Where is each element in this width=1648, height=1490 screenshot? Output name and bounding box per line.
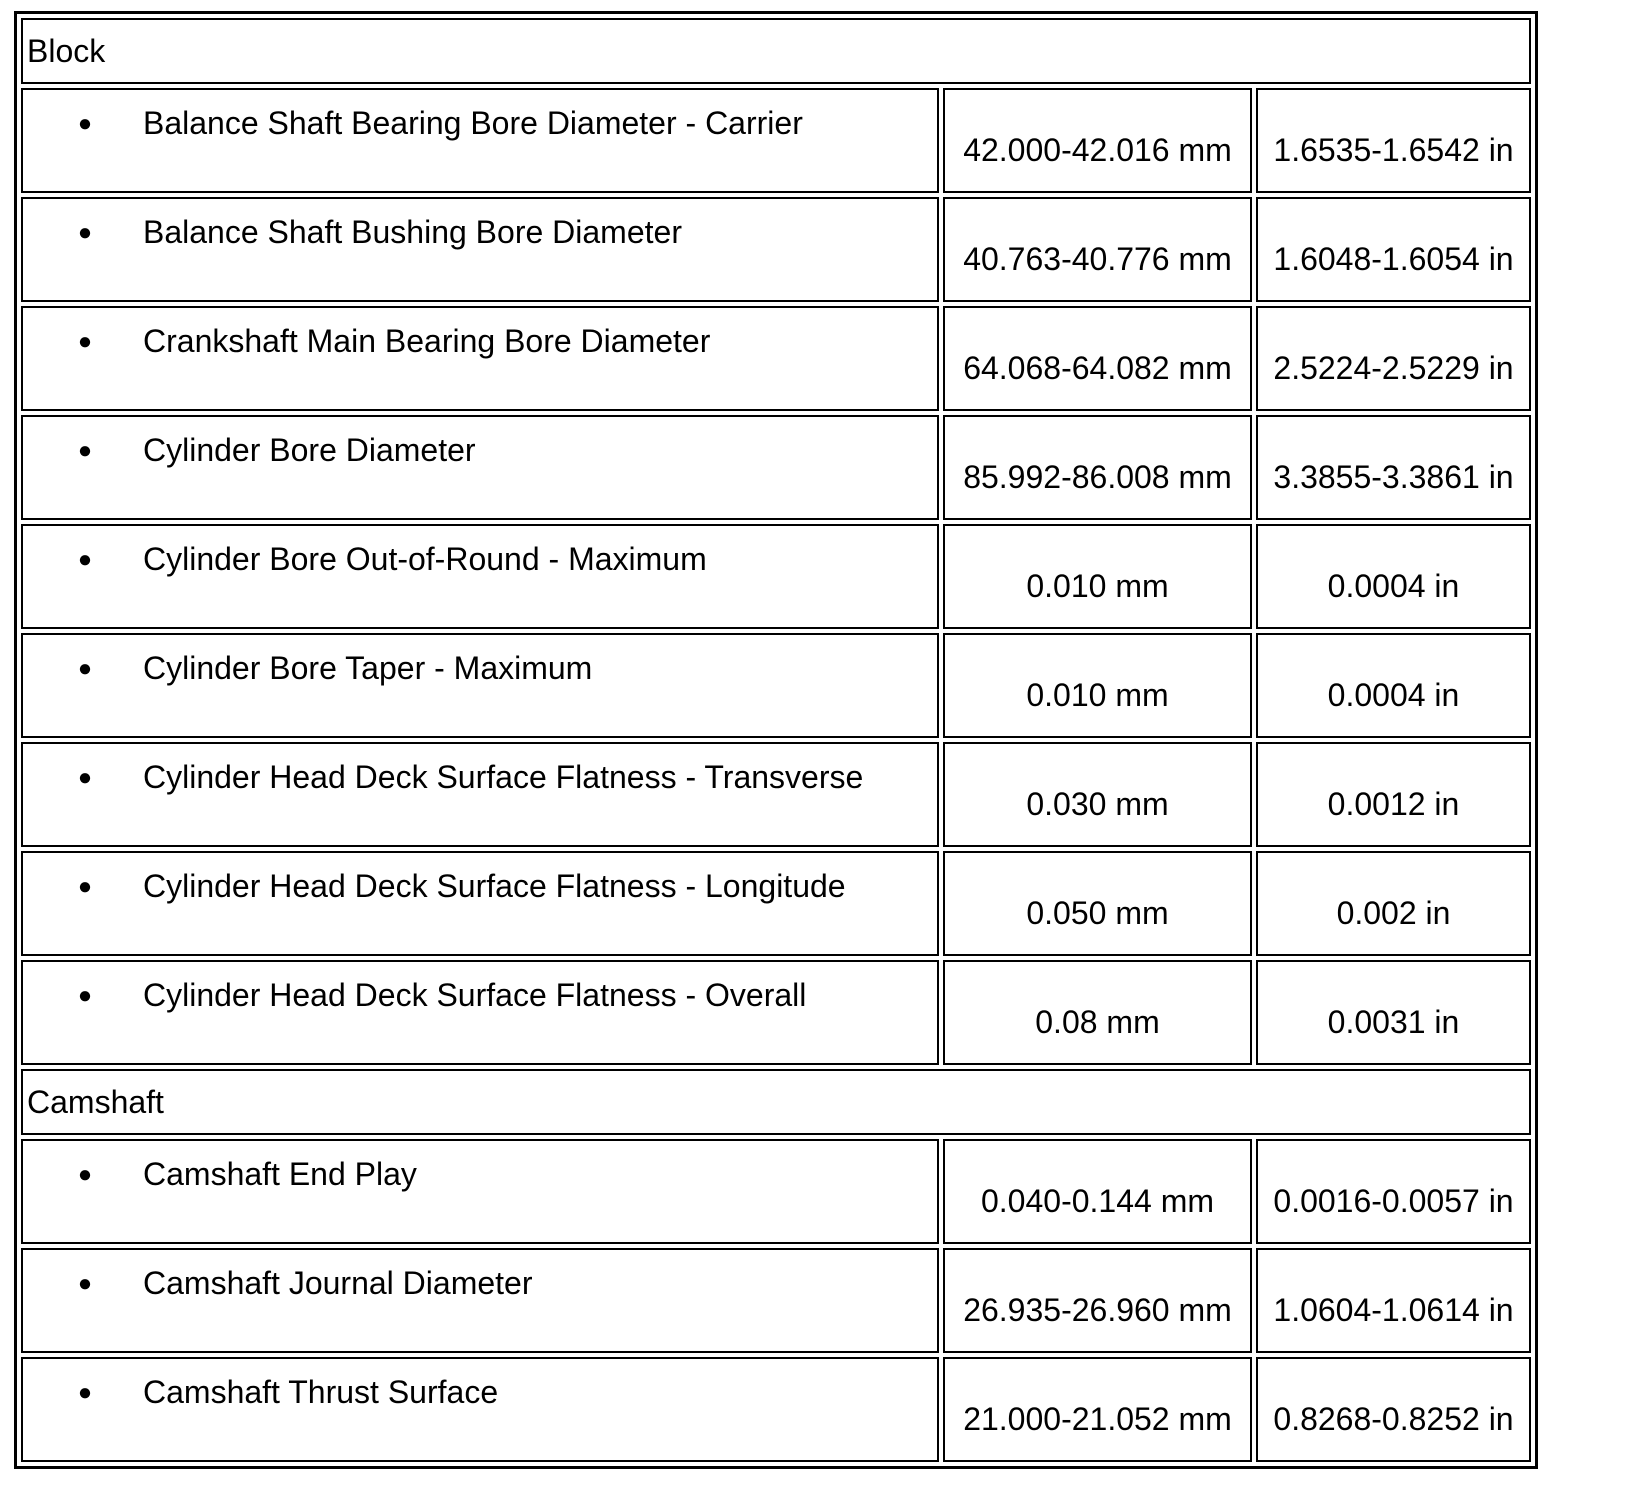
table-row <box>21 1248 1531 1353</box>
spec-name-cell <box>21 633 939 738</box>
table-row <box>21 1139 1531 1244</box>
imperial-value: 0.002 in <box>1256 851 1531 956</box>
spec-name: Cylinder Bore Taper - Maximum <box>143 650 593 686</box>
table-row <box>21 960 1531 1065</box>
spec-name-cell <box>21 415 939 520</box>
spec-name-cell <box>21 851 939 956</box>
table-row <box>21 1357 1531 1462</box>
table-row <box>21 306 1531 411</box>
imperial-value: 1.6048-1.6054 in <box>1256 197 1531 302</box>
metric-value: 64.068-64.082 mm <box>943 306 1252 411</box>
section-row-camshaft <box>21 1069 1531 1135</box>
table-row <box>21 197 1531 302</box>
bullet-icon: ● <box>77 764 93 791</box>
metric-value: 42.000-42.016 mm <box>943 88 1252 193</box>
imperial-value: 1.6535-1.6542 in <box>1256 88 1531 193</box>
spec-name-cell <box>21 306 939 411</box>
spec-name: Crankshaft Main Bearing Bore Diameter <box>143 323 711 359</box>
section-row-block <box>21 18 1531 84</box>
spec-name: Balance Shaft Bushing Bore Diameter <box>143 214 682 250</box>
spec-name-cell <box>21 524 939 629</box>
imperial-value: 0.0004 in <box>1256 524 1531 629</box>
spec-name-cell <box>21 960 939 1065</box>
bullet-icon: ● <box>77 546 93 573</box>
spec-name-cell <box>21 1248 939 1353</box>
imperial-value: 0.0016-0.0057 in <box>1256 1139 1531 1244</box>
spec-name-cell <box>21 1357 939 1462</box>
table-row <box>21 415 1531 520</box>
imperial-value: 0.0004 in <box>1256 633 1531 738</box>
spec-name: Cylinder Head Deck Surface Flatness - Longitude <box>143 868 846 904</box>
imperial-value: 1.0604-1.0614 in <box>1256 1248 1531 1353</box>
spec-name-cell <box>21 197 939 302</box>
bullet-icon: ● <box>77 873 93 900</box>
spec-name: Cylinder Bore Out-of-Round - Maximum <box>143 541 707 577</box>
section-title: Block <box>21 18 1531 84</box>
table-row <box>21 742 1531 847</box>
table-row <box>21 88 1531 193</box>
metric-value: 0.050 mm <box>943 851 1252 956</box>
table-row <box>21 524 1531 629</box>
spec-name: Camshaft Thrust Surface <box>143 1374 499 1410</box>
bullet-icon: ● <box>77 110 93 137</box>
spec-name-cell <box>21 88 939 193</box>
table-row <box>21 633 1531 738</box>
section-title: Camshaft <box>21 1069 1531 1135</box>
spec-name-cell <box>21 1139 939 1244</box>
metric-value: 0.030 mm <box>943 742 1252 847</box>
metric-value: 85.992-86.008 mm <box>943 415 1252 520</box>
imperial-value: 0.0031 in <box>1256 960 1531 1065</box>
imperial-value: 3.3855-3.3861 in <box>1256 415 1531 520</box>
spec-name: Camshaft End Play <box>143 1156 417 1192</box>
metric-value: 0.040-0.144 mm <box>943 1139 1252 1244</box>
bullet-icon: ● <box>77 437 93 464</box>
bullet-icon: ● <box>77 328 93 355</box>
metric-value: 26.935-26.960 mm <box>943 1248 1252 1353</box>
imperial-value: 0.8268-0.8252 in <box>1256 1357 1531 1462</box>
metric-value: 0.010 mm <box>943 633 1252 738</box>
imperial-value: 2.5224-2.5229 in <box>1256 306 1531 411</box>
spec-name: Balance Shaft Bearing Bore Diameter - Carrier <box>143 105 803 141</box>
bullet-icon: ● <box>77 1379 93 1406</box>
metric-value: 40.763-40.776 mm <box>943 197 1252 302</box>
table-row <box>21 851 1531 956</box>
spec-name: Cylinder Bore Diameter <box>143 432 476 468</box>
metric-value: 0.08 mm <box>943 960 1252 1065</box>
specification-table <box>14 11 1538 1469</box>
bullet-icon: ● <box>77 1270 93 1297</box>
bullet-icon: ● <box>77 982 93 1009</box>
imperial-value: 0.0012 in <box>1256 742 1531 847</box>
metric-value: 21.000-21.052 mm <box>943 1357 1252 1462</box>
specification-table-body <box>21 18 1531 1462</box>
bullet-icon: ● <box>77 1161 93 1188</box>
spec-name: Cylinder Head Deck Surface Flatness - Transverse <box>143 759 864 795</box>
spec-name-cell <box>21 742 939 847</box>
bullet-icon: ● <box>77 655 93 682</box>
spec-name: Cylinder Head Deck Surface Flatness - Overall <box>143 977 807 1013</box>
metric-value: 0.010 mm <box>943 524 1252 629</box>
bullet-icon: ● <box>77 219 93 246</box>
spec-name: Camshaft Journal Diameter <box>143 1265 533 1301</box>
